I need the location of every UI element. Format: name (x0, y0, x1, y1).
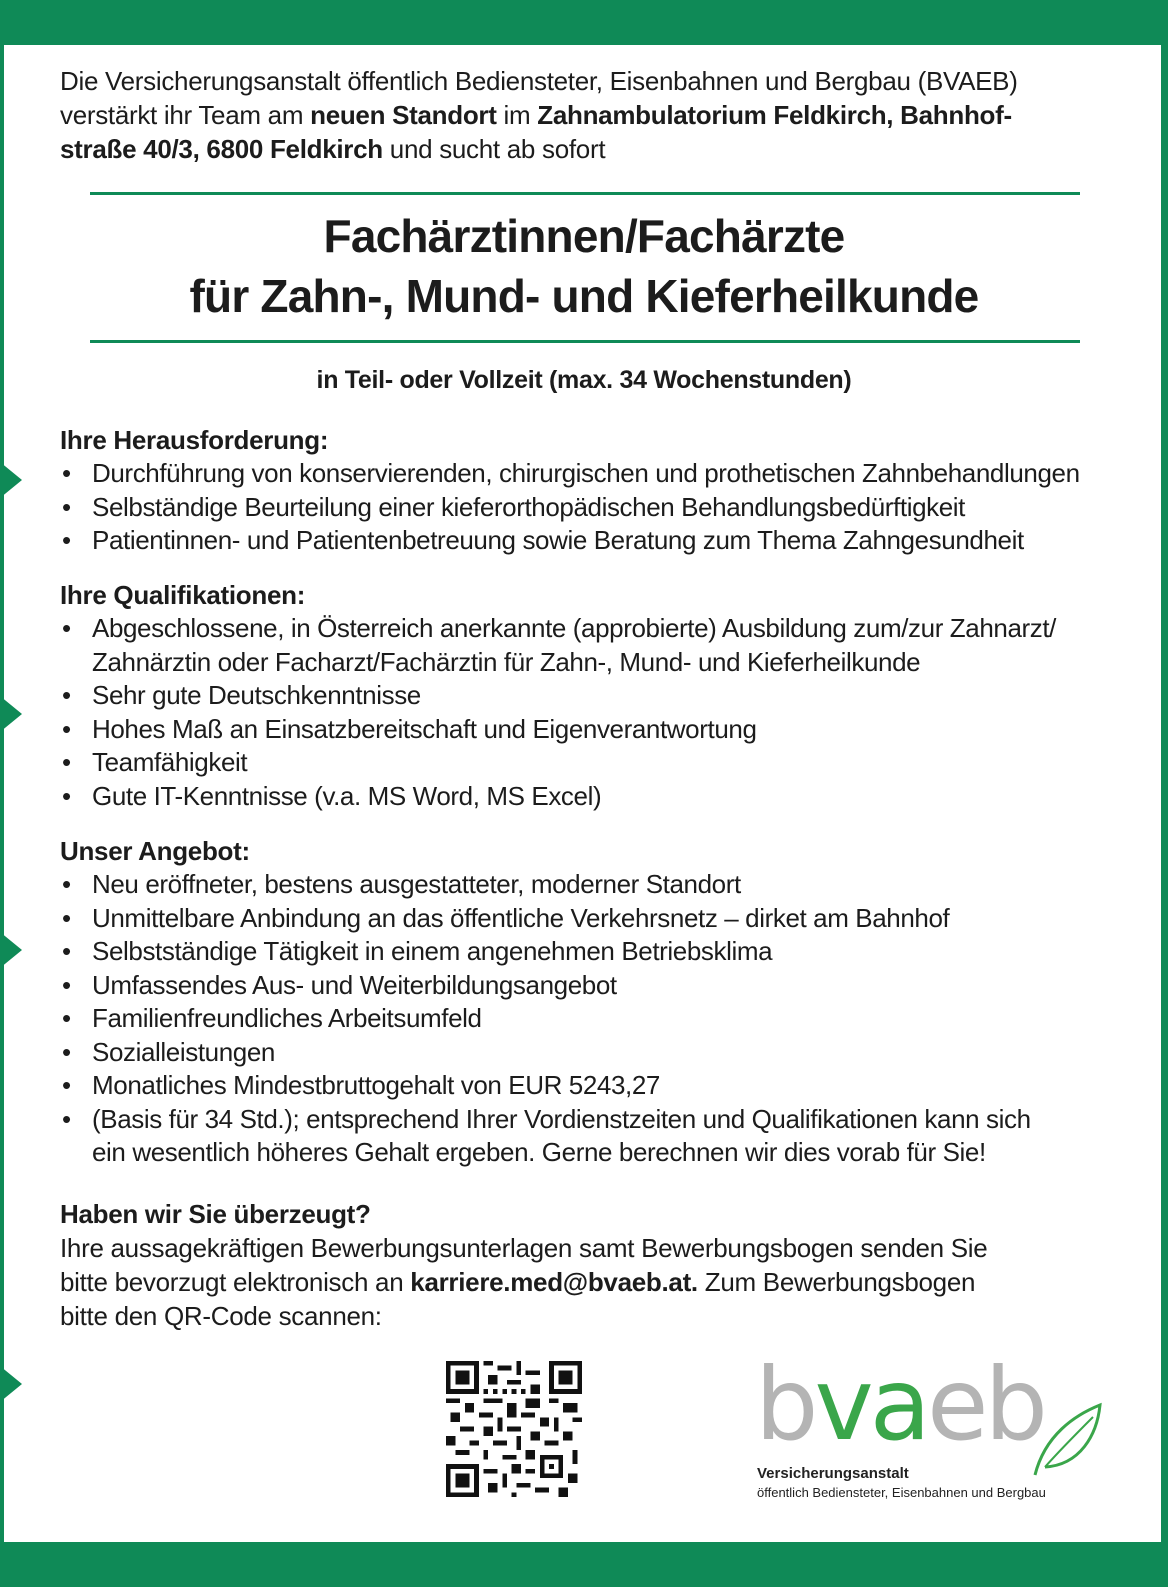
edge-arrow-marker (0, 462, 22, 498)
bottom-frame-bar (0, 1542, 1168, 1587)
job-title-line: für Zahn-, Mund- und Kieferheilkunde (189, 270, 979, 322)
qr-code-icon[interactable] (446, 1361, 582, 1497)
job-title (0, 206, 1168, 326)
intro-line: verstärkt ihr Team am neuen Standort im Zahnambulatorium Feldkirch, Bahnhof- (60, 100, 1012, 130)
edge-arrow-marker (0, 696, 22, 732)
list-item: • Familienfreundliches Arbeitsumfeld (60, 1002, 1140, 1036)
cta-line: bitte bevorzugt elektronisch an karriere.med@bvaeb.at. Zum Bewerbungsbogen (60, 1267, 976, 1297)
list-item: • Monatliches Mindestbruttogehalt von EUR 5243,27 (60, 1069, 1140, 1103)
offer-section (60, 834, 1140, 1170)
section-heading: Ihre Herausforderung: (60, 425, 329, 455)
edge-arrow-marker (0, 932, 22, 968)
application-cta (60, 1197, 1120, 1333)
list-item: • Patientinnen- und Patientenbetreuung sowie Beratung zum Thema Zahngesundheit (60, 524, 1140, 558)
challenge-section (60, 423, 1140, 558)
cta-line: bitte den QR-Code scannen: (60, 1301, 382, 1331)
intro-paragraph (60, 64, 1120, 166)
email-link[interactable]: karriere.med@bvaeb.at. (410, 1267, 698, 1297)
list-item: • Teamfähigkeit (60, 746, 1140, 780)
list-item: • Hohes Maß an Einsatzbereitschaft und Eigenverantwortung (60, 713, 1140, 747)
edge-arrow-marker (0, 1366, 22, 1402)
list-item: • Gute IT-Kenntnisse (v.a. MS Word, MS Excel) (60, 780, 1140, 814)
list-item: • Sehr gute Deutschkenntnisse (60, 679, 1140, 713)
list-item: • Umfassendes Aus- und Weiterbildungsangebot (60, 969, 1140, 1003)
list-item: • Abgeschlossene, in Österreich anerkannte (approbierte) Ausbildung zum/zur Zahnarzt/ Zahnärztin oder Facharzt/Fachärztin für Zahn-, Mund- und Kieferheilkunde (60, 612, 1102, 679)
job-title-line: Fachärztinnen/Fachärzte (323, 210, 845, 262)
leaf-icon (1025, 1395, 1105, 1485)
list-item: • (Basis für 34 Std.); entsprechend Ihrer Vordienstzeiten und Qualifikationen kann sich ein wesentlich höheres Gehalt ergeben. Gerne berechnen wir dies vorab für Sie! (60, 1103, 1062, 1170)
list-item: • Selbstständige Tätigkeit in einem angenehmen Betriebsklima (60, 935, 1140, 969)
intro-line: straße 40/3, 6800 Feldkirch und sucht ab sofort (60, 134, 606, 164)
list-item: • Sozialleistungen (60, 1036, 1140, 1070)
logo-wordmark: bvaeb (755, 1346, 1044, 1463)
section-heading: Haben wir Sie überzeugt? (60, 1199, 371, 1229)
logo-tagline-2: öffentlich Bediensteter, Eisenbahnen und Bergbau (757, 1485, 1046, 1500)
list-item: • Durchführung von konservierenden, chirurgischen und prothetischen Zahnbehandlungen (60, 457, 1140, 491)
intro-line: Die Versicherungsanstalt öffentlich Bediensteter, Eisenbahnen und Bergbau (BVAEB) (60, 66, 1018, 96)
section-heading: Unser Angebot: (60, 836, 250, 866)
top-frame-bar (0, 0, 1168, 45)
logo-tagline-1: Versicherungsanstalt (757, 1465, 909, 1482)
title-divider-top (90, 192, 1080, 195)
list-item: • Selbständige Beurteilung einer kieferorthopädischen Behandlungsbedürftigkeit (60, 491, 1140, 525)
list-item: • Unmittelbare Anbindung an das öffentliche Verkehrsnetz – dirket am Bahnhof (60, 902, 1140, 936)
list-item: • Neu eröffneter, bestens ausgestatteter, moderner Standort (60, 868, 1140, 902)
employment-type: in Teil- oder Vollzeit (max. 34 Wochenstunden) (316, 366, 852, 394)
section-heading: Ihre Qualifikationen: (60, 580, 306, 610)
title-divider-bottom (90, 340, 1080, 343)
qualifications-section (60, 578, 1140, 813)
cta-line: Ihre aussagekräftigen Bewerbungsunterlagen samt Bewerbungsbogen senden Sie (60, 1233, 988, 1263)
bvaeb-logo (755, 1346, 1115, 1505)
